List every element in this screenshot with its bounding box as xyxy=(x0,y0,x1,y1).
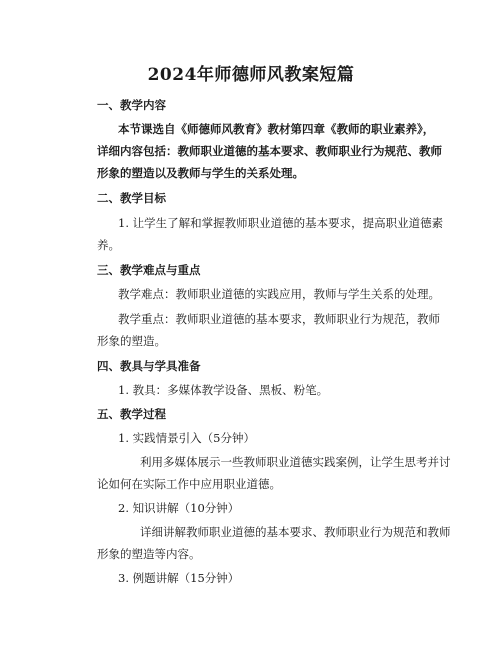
goal-line: 1. 让学生了解和掌握教师职业道德的基本要求，提高职业道德素 xyxy=(118,216,444,230)
process-line: 形象的塑造等内容。 xyxy=(97,547,201,561)
content-line: 详细内容包括：教师职业道德的基本要求、教师职业行为规范、教师 xyxy=(97,144,442,158)
section-heading-process: 五、教学过程 xyxy=(97,407,166,421)
process-step: 2. 知识讲解（10分钟） xyxy=(118,501,240,515)
content-line: 本节课选自《师德师风教育》教材第四章《教师的职业素养》， xyxy=(118,122,435,136)
process-line: 利用多媒体展示一些教师职业道德实践案例，让学生思考并讨 xyxy=(140,455,451,469)
difficulty-line: 教学难点：教师职业道德的实践应用，教师与学生关系的处理。 xyxy=(118,287,440,301)
process-step: 1. 实践情景引入（5分钟） xyxy=(118,431,255,445)
focus-line: 形象的塑造。 xyxy=(97,334,166,348)
tools-line: 1. 教具：多媒体教学设备、黑板、粉笔。 xyxy=(118,383,329,397)
section-heading-tools: 四、教具与学具准备 xyxy=(97,359,201,373)
document-title: 2024年师德师风教案短篇 xyxy=(147,65,355,85)
focus-line: 教学重点：教师职业道德的基本要求，教师职业行为规范，教师 xyxy=(118,312,440,326)
process-step: 3. 例题讲解（15分钟） xyxy=(118,571,240,585)
section-heading-content: 一、教学内容 xyxy=(97,98,166,112)
content-line: 形象的塑造以及教师与学生的关系处理。 xyxy=(97,166,304,180)
goal-line: 养。 xyxy=(97,238,120,252)
section-heading-goals: 二、教学目标 xyxy=(97,191,166,205)
process-line: 论如何在实际工作中应用职业道德。 xyxy=(97,477,281,491)
section-heading-difficulty: 三、教学难点与重点 xyxy=(97,263,201,277)
process-line: 详细讲解教师职业道德的基本要求、教师职业行为规范和教师 xyxy=(140,525,451,539)
